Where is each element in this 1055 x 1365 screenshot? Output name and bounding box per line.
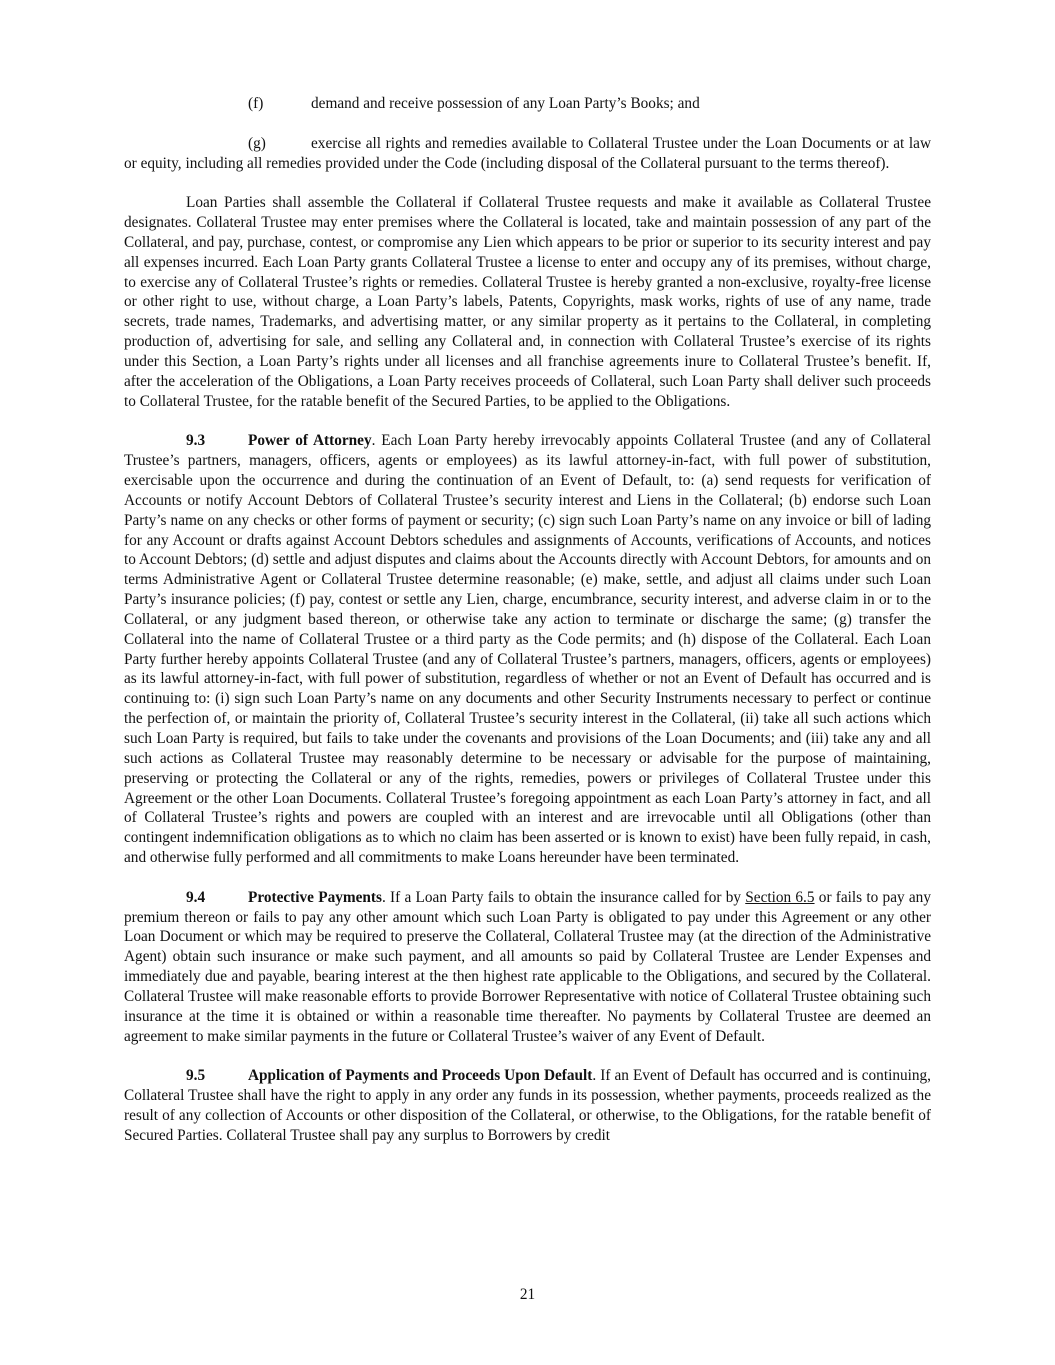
- section-9-5: [124, 1066, 931, 1145]
- document-page: [124, 94, 931, 1146]
- section-6-5-link[interactable]: Section 6.5: [745, 888, 815, 906]
- clause-g: [124, 134, 931, 174]
- clause-f-text: demand and receive possession of any Loan Party’s Books; and: [311, 95, 700, 112]
- section-9-4-number: 9.4: [186, 888, 206, 906]
- section-9-3: [124, 431, 931, 868]
- section-9-4-text-after: or fails to pay any premium thereon or fails to pay any other amount which such Loan Party is obligated to pay under this Agreement or any other Loan Document or which may be required to preserve the Collateral, Collateral Trustee may (at the direction of the Administrative Agent) obtain such insurance or make such payment, and all amounts so paid by Collateral Trustee are Lender Expenses and immediately due and payable, bearing interest at the then highest rate applicable to the Obligations, and secured by the Collateral. Collateral Trustee will make reasonable efforts to provide Borrower Representative with notice of Collateral Trustee obtaining such insurance at the time it is obtained or within a reasonable time thereafter. No payments by Collateral Trustee are deemed an agreement to make similar payments in the future or Collateral Trustee’s waiver of any Event of Default.: [124, 888, 931, 1045]
- section-9-3-text: . Each Loan Party hereby irrevocably appoints Collateral Trustee (and any of Collateral Trustee’s partners, managers, officers, agents or employees) as its lawful attorney-in-fact, with full power of substitution, exercisable upon the occurrence and during the continuation of an Event of Default, to: (a) send requests for verification of Accounts or notify Account Debtors of Collateral Trustee’s security interest and Liens in the Collateral; (b) endorse such Loan Party’s name on any checks or other forms of payment or security; (c) sign such Loan Party’s name on any invoice or bill of lading for any Account or drafts against Account Debtors schedules and assignments of Accounts, verifications of Accounts, and notices to Account Debtors; (d) settle and adjust disputes and claims about the Accounts directly with Account Debtors, for amounts and on terms Administrative Agent or Collateral Trustee determine reasonable; (e) make, settle, and adjust all claims under such Loan Party’s insurance policies; (f) pay, contest or settle any Lien, charge, encumbrance, security interest, and adverse claim in or to the Collateral, or any judgment based thereon, or otherwise take any action to terminate or discharge the same; (g) transfer the Collateral into the name of Collateral Trustee or a third party as the Code permits; and (h) dispose of the Collateral. Each Loan Party further hereby appoints Collateral Trustee (and any of Collateral Trustee’s partners, managers, officers, agents or employees) as its lawful attorney-in-fact, with full power of substitution, regardless of whether or not an Event of Default has occurred and is continuing to: (i) sign such Loan Party’s name on any documents and other Security Instruments necessary to perfect or continue the perfection of, or maintain the priority of, Collateral Trustee’s security interest in the Collateral, (ii) take all such actions which such Loan Party is required, but fails to take under the covenants and provisions of the Loan Documents; and (iii) take any and all such actions as Collateral Trustee may reasonably determine to be necessary or advisable for the purpose of maintaining, preserving or protecting the Collateral or any of the rights, remedies, powers or privileges of Collateral Trustee under this Agreement or the other Loan Documents. Collateral Trustee’s foregoing appointment as each Loan Party’s attorney in fact, and all of Collateral Trustee’s rights and powers are coupled with an interest and are irrevocable until all Obligations (other than contingent indemnification obligations as to which no claim has been asserted or is known to exist) have been fully repaid, in cash, and otherwise fully performed and all commitments to make Loans hereunder have been terminated.: [124, 432, 931, 867]
- section-9-4-title: Protective Payments: [248, 888, 382, 906]
- clause-f: [124, 94, 931, 114]
- clause-f-label: (f): [248, 95, 264, 112]
- section-9-5-title: Application of Payments and Proceeds Upon Default: [248, 1067, 593, 1085]
- clause-g-label: (g): [248, 134, 266, 152]
- section-9-3-number: 9.3: [186, 432, 206, 450]
- assemble-collateral-paragraph: Loan Parties shall assemble the Collateral if Collateral Trustee requests and make it available as Collateral Trustee designates. Collateral Trustee may enter premises where the Collateral is located, take and maintain possession of any part of the Collateral, and pay, purchase, contest, or compromise any Lien which appears to be prior or superior to its security interest and pay all expenses incurred. Each Loan Party grants Collateral Trustee a license to enter and occupy any of its premises, without charge, to exercise any of Collateral Trustee’s rights or remedies. Collateral Trustee is hereby granted a non-exclusive, royalty-free license or other right to use, without charge, a Loan Party’s labels, Patents, Copyrights, mask works, rights of use of any name, trade secrets, trade names, Trademarks, and advertising matter, or any similar property as it pertains to the Collateral, in completing production of, advertising for sale, and selling any Collateral and, in connection with Collateral Trustee’s exercise of its rights under this Section, a Loan Party’s rights under all licenses and all franchise agreements inure to Collateral Trustee’s benefit. If, after the acceleration of the Obligations, a Loan Party receives proceeds of Collateral, such Loan Party shall deliver such proceeds to Collateral Trustee, for the ratable benefit of the Secured Parties, to be applied to the Obligations.: [124, 194, 931, 410]
- section-9-4-text-before: . If a Loan Party fails to obtain the insurance called for by: [381, 888, 746, 906]
- clause-g-text: exercise all rights and remedies available to Collateral Trustee under the Loan Documents or at law or equity, including all remedies provided under the Code (including disposal of the Collateral pursuant to the terms thereof).: [124, 134, 931, 172]
- section-9-4: [124, 888, 931, 1047]
- section-9-3-title: Power of Attorney: [248, 432, 372, 450]
- section-9-5-number: 9.5: [186, 1067, 206, 1085]
- section-9-5-text: . If an Event of Default has occurred and is continuing, Collateral Trustee shall have the right to apply in any order any funds in its possession, whether payments, proceeds realized as the result of any collection of Accounts or other disposition of the Collateral, or otherwise, to the Obligations, for the ratable benefit of Secured Parties. Collateral Trustee shall pay any surplus to Borrowers by credit: [124, 1067, 931, 1144]
- page-number: 21: [519, 1286, 536, 1303]
